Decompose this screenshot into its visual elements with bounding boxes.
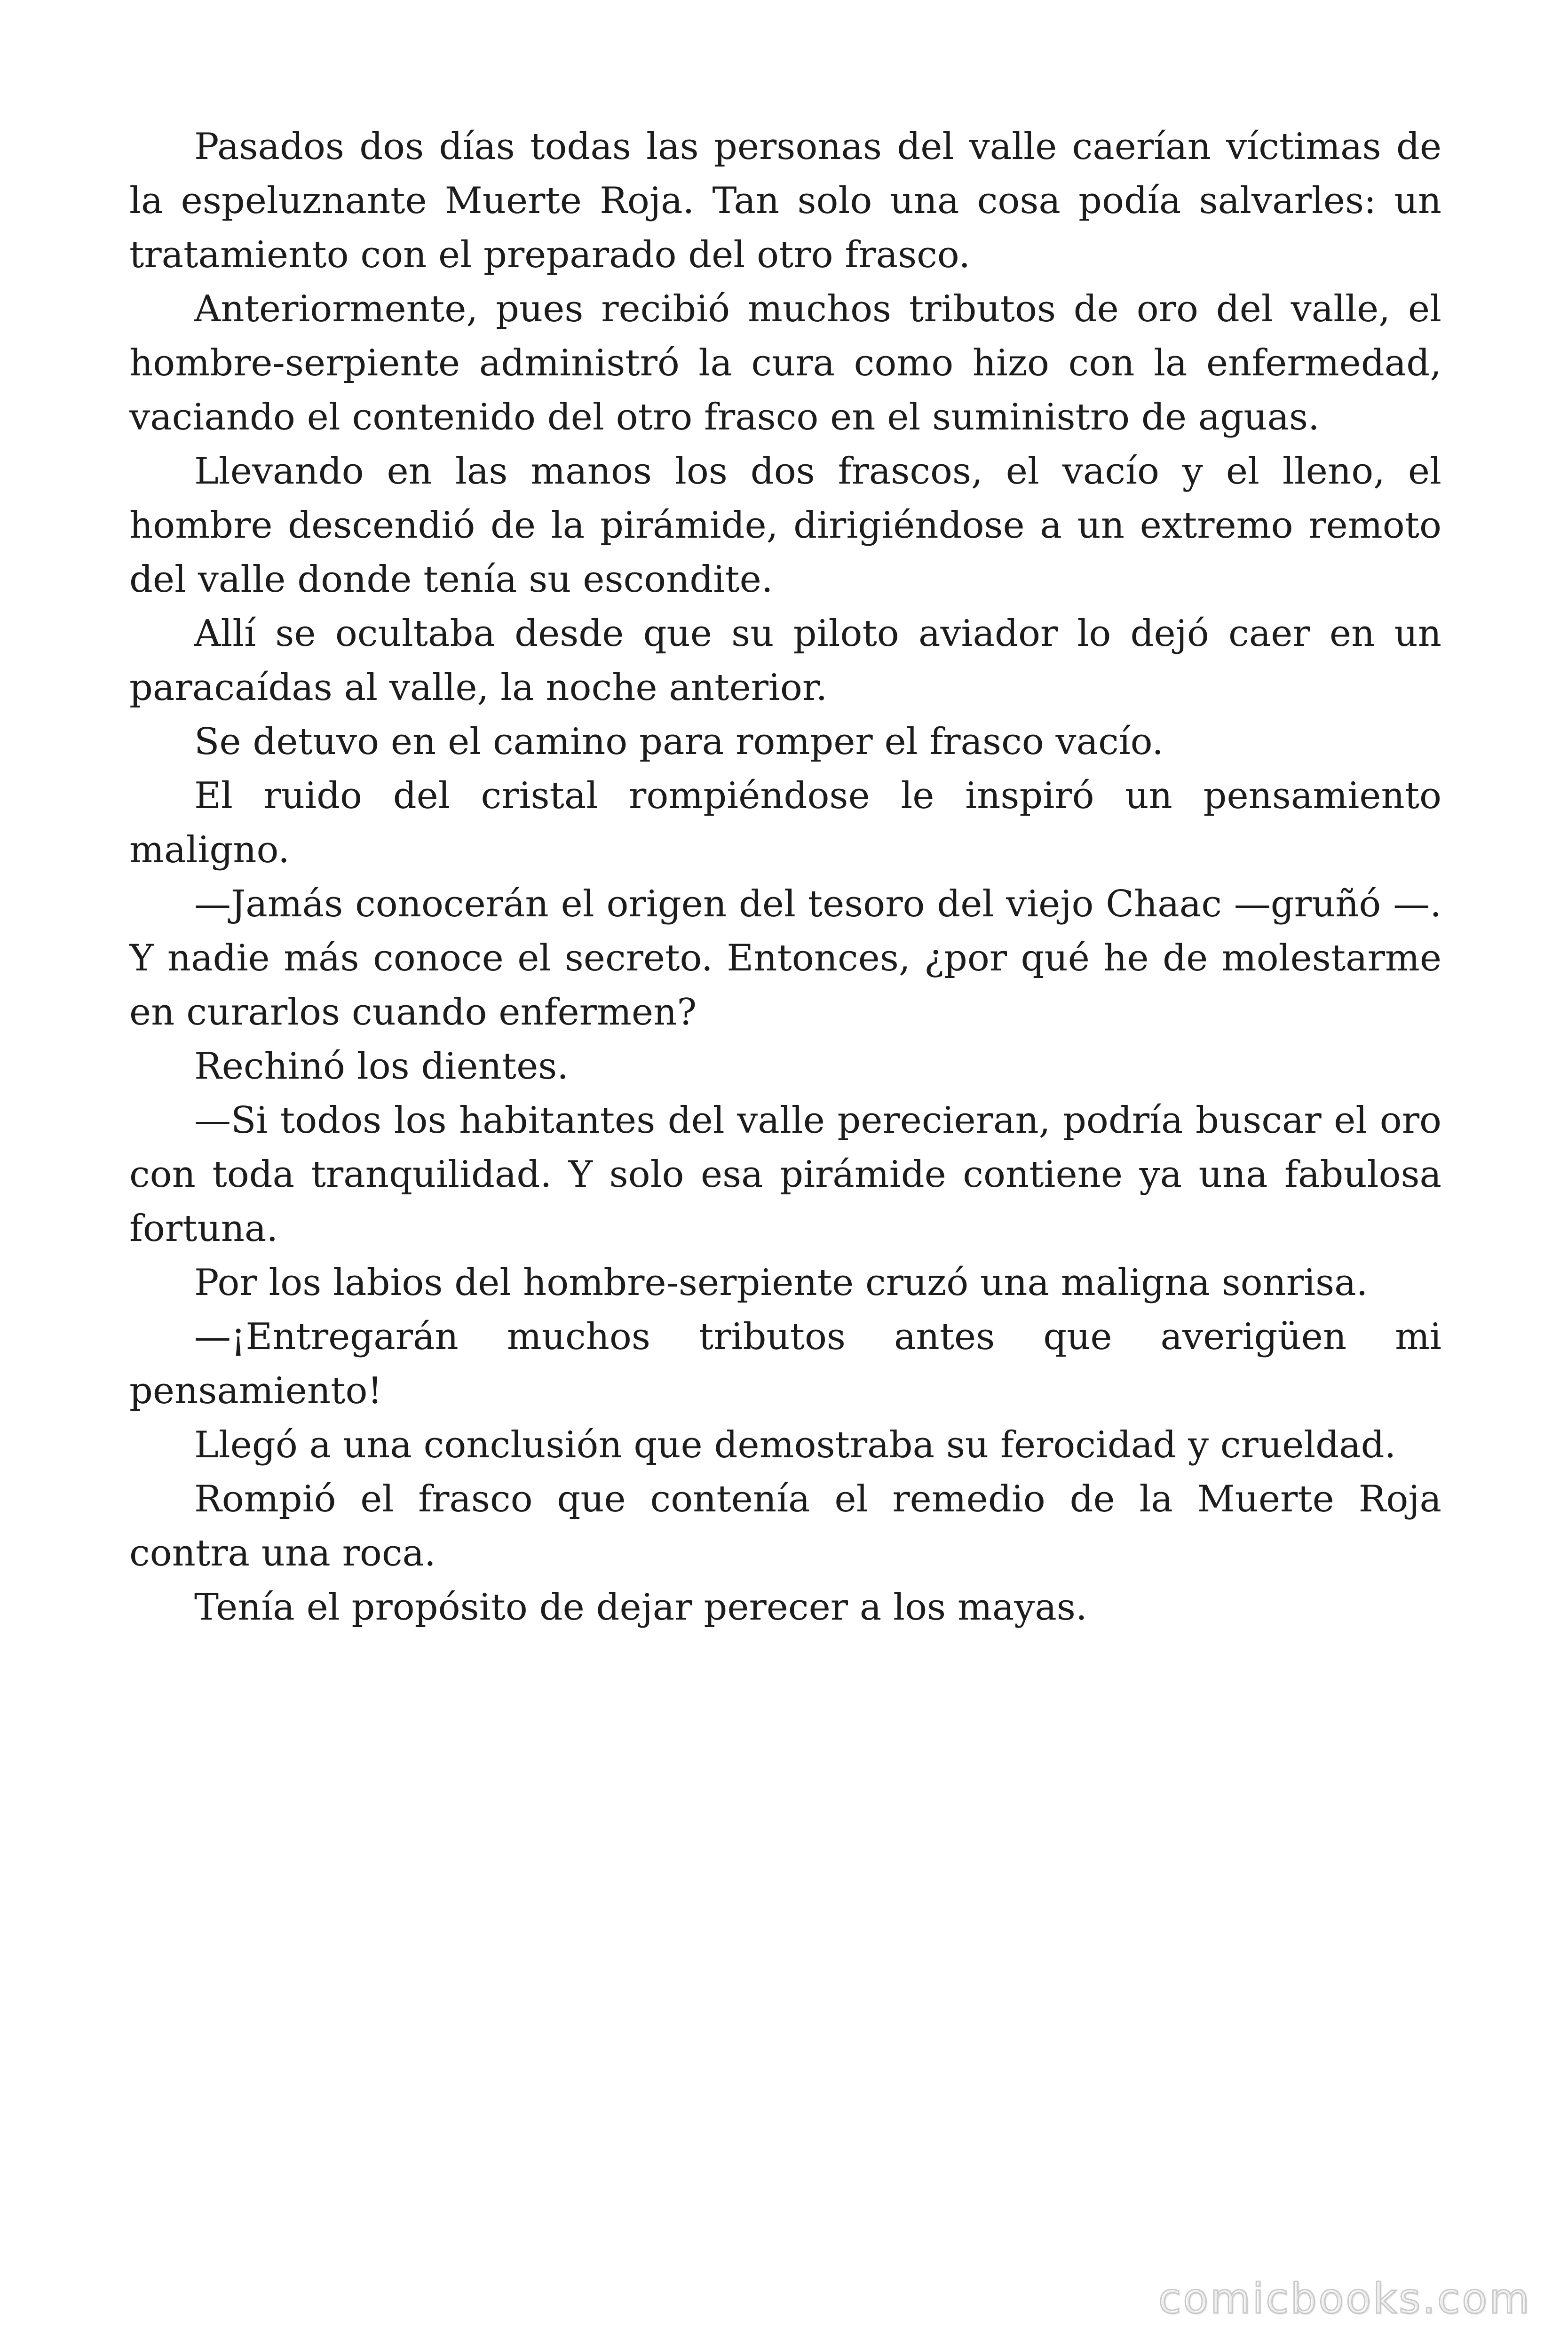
- paragraph: Allí se ocultaba desde que su piloto aviador lo dejó caer en un paracaídas al valle, la noche anterior.: [129, 612, 1441, 709]
- paragraph: Anteriormente, pues recibió muchos tributos de oro del valle, el hombre-serpiente administró la cura como hizo con la enfermedad, vaciando el contenido del otro frasco en el suministro de aguas.: [129, 288, 1441, 438]
- paragraph: Pasados dos días todas las personas del valle caerían víctimas de la espeluznante Muerte Roja. Tan solo una cosa podía salvarles: un tratamiento con el preparado del otro frasco.: [129, 126, 1441, 276]
- paragraph: Llegó a una conclusión que demostraba su ferocidad y crueldad.: [194, 1424, 1396, 1466]
- paragraph: Rompió el frasco que contenía el remedio de la Muerte Roja contra una roca.: [129, 1478, 1441, 1574]
- paragraph: Llevando en las manos los dos frascos, el vacío y el lleno, el hombre descendió de la pirámide, dirigiéndose a un extremo remoto del valle donde tenía su escondite.: [129, 450, 1441, 601]
- paragraph: Rechinó los dientes.: [194, 1045, 569, 1088]
- paragraph: —¡Entregarán muchos tributos antes que averigüen mi pensamiento!: [129, 1316, 1441, 1412]
- paragraph: El ruido del cristal rompiéndose le inspiró un pensamiento maligno.: [129, 775, 1441, 871]
- paragraph: —Si todos los habitantes del valle perecieran, podría buscar el oro con toda tranquilidad. Y solo esa pirámide contiene ya una fabulosa fortuna.: [129, 1099, 1441, 1250]
- paragraph: Por los labios del hombre-serpiente cruzó una maligna sonrisa.: [194, 1262, 1368, 1304]
- paragraph: Se detuvo en el camino para romper el frasco vacío.: [194, 721, 1164, 763]
- page-body-text: [129, 120, 1441, 1635]
- paragraph: Tenía el propósito de dejar perecer a los mayas.: [194, 1586, 1087, 1629]
- paragraph: —Jamás conocerán el origen del tesoro del viejo Chaac —gruñó —. Y nadie más conoce el secreto. Entonces, ¿por qué he de molestarme en curarlos cuando enfermen?: [129, 883, 1441, 1033]
- site-watermark: comicbooks.com: [1158, 2274, 1531, 2323]
